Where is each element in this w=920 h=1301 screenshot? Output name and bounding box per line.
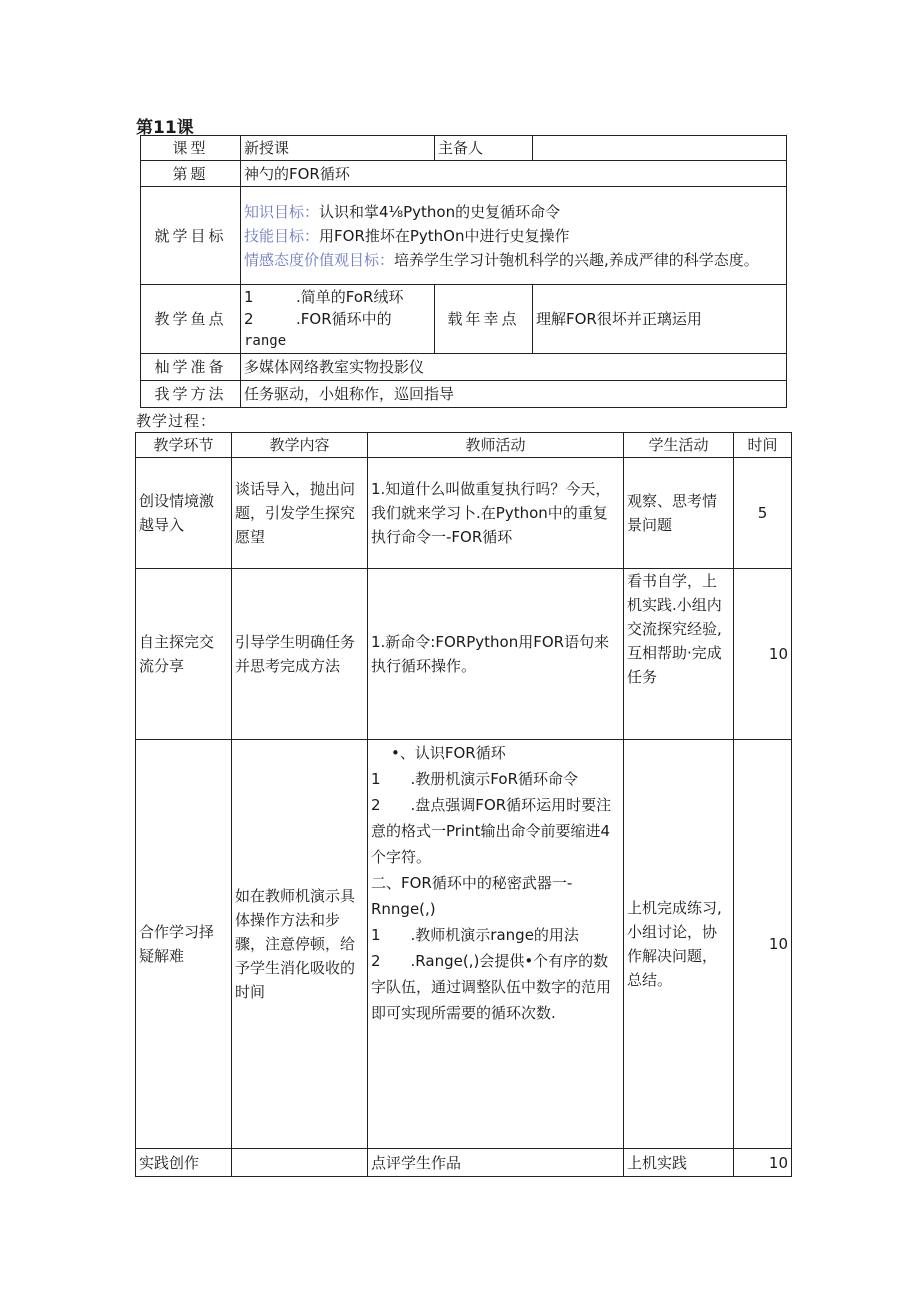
student-cell: 上机实践 <box>624 1149 734 1177</box>
goal-tag: 知识目标： <box>244 202 320 221</box>
time-cell: 5 <box>734 458 792 569</box>
keypoints-cell <box>241 285 435 354</box>
stage-cell: 合作学习择疑解难 <box>136 740 232 1149</box>
time-cell: 10 <box>734 1149 792 1177</box>
time-cell: 10 <box>734 740 792 1149</box>
teacher-cell: 1.新命令:FORPython用FOR语句来执行循环操作。 <box>368 569 624 740</box>
table-row <box>136 458 792 569</box>
content-cell: 谈话导入，抛出问题，引发学生探究愿望 <box>232 458 368 569</box>
table-row <box>136 1149 792 1177</box>
goal-text: 认识和掌4⅛Python的史复循环命令 <box>319 202 561 221</box>
lesson-title: 第11课 <box>136 118 194 138</box>
header-content: 教学内容 <box>232 433 368 458</box>
preparer-value <box>533 136 787 161</box>
attitude-goal <box>244 248 783 272</box>
keypoint-item: range <box>244 333 287 349</box>
header-stage: 教学环节 <box>136 433 232 458</box>
header-student: 学生活动 <box>624 433 734 458</box>
teacher-cell: 点评学生作品 <box>368 1149 624 1177</box>
topic-value: 神勺的FOR循环 <box>241 161 787 187</box>
goal-text: 用FOR推坏在PythOn中进行史复操作 <box>319 226 570 245</box>
teacher-step: 2 .盘点强调FOR循环运用时要注意的格式一Print输出命令前要缩进4个字符。 <box>371 796 612 866</box>
content-cell <box>232 1149 368 1177</box>
lesson-info-table <box>140 135 787 408</box>
student-cell: 上机完成练习,小组讨论，协作解决问题，总结。 <box>624 740 734 1149</box>
teacher-step: 1 .教师机演示range的用法 <box>371 926 579 944</box>
teacher-step: 二、FOR循环中的秘密武器一-Rnnge(,) <box>371 874 573 918</box>
teaching-process-table <box>135 432 792 1177</box>
teacher-cell <box>368 740 624 1149</box>
course-type-label: 课型 <box>141 136 241 161</box>
content-cell: 引导学生明确任务并思考完成方法 <box>232 569 368 740</box>
stage-cell: 创设情境激越导入 <box>136 458 232 569</box>
header-teacher: 教师活动 <box>368 433 624 458</box>
difficulty-label: 载年幸点 <box>435 285 533 354</box>
teacher-cell: 1.知道什么叫做重复执行吗？今天，我们就来学习卜.在Python中的重复执行命令一-FOR循环 <box>368 458 624 569</box>
goal-text: 培养学生学习计匏机科学的兴趣,养成严律的科学态度。 <box>394 250 759 269</box>
method-value: 任务驱动，小姐称作，巡回指导 <box>241 381 787 408</box>
student-cell: 观察、思考情景问题 <box>624 458 734 569</box>
goal-tag: 情感态度价值观目标： <box>244 250 395 269</box>
goal-tag: 技能目标： <box>244 226 320 245</box>
keypoints-label: 教学鱼点 <box>141 285 241 354</box>
stage-cell: 实践创作 <box>136 1149 232 1177</box>
keypoint-item: 1 .简单的FoR绒环 <box>244 288 404 306</box>
difficulty-value: 理解FOR很坏并正璃运用 <box>533 285 787 354</box>
knowledge-goal <box>244 200 783 224</box>
skill-goal <box>244 224 783 248</box>
stage-cell: 自主探完交流分享 <box>136 569 232 740</box>
method-label: 我学方法 <box>141 381 241 408</box>
preparation-label: 杣学准备 <box>141 354 241 381</box>
teacher-step: 1 .教册机演示FoR循环命令 <box>371 770 579 788</box>
teacher-step: •、认识FOR循环 <box>391 744 506 762</box>
goals-label: 就学目标 <box>141 187 241 285</box>
process-heading: 教学过程： <box>136 412 217 430</box>
topic-label: 第题 <box>141 161 241 187</box>
preparer-label: 主备人 <box>435 136 533 161</box>
time-cell: 10 <box>734 569 792 740</box>
table-row <box>136 740 792 1149</box>
student-cell: 看书自学，上机实践.小组内交流探究经验,互相帮助·完成任务 <box>624 569 734 740</box>
keypoint-item: 2 .FOR循环中的 <box>244 310 392 328</box>
content-cell: 如在教师机演示具体操作方法和步骤，注意停顿，给予学生消化吸收的时间 <box>232 740 368 1149</box>
table-row <box>136 569 792 740</box>
course-type-value: 新授课 <box>241 136 435 161</box>
preparation-value: 多媒体网络教室实物投影仪 <box>241 354 787 381</box>
table-header-row <box>136 433 792 458</box>
teacher-step: 2 .Range(,)会提供•个有序的数字队伍，通过调整队伍中数字的范用即可实现所需要的循环次数. <box>371 952 612 1022</box>
header-time: 时间 <box>734 433 792 458</box>
goals-cell <box>241 187 787 285</box>
